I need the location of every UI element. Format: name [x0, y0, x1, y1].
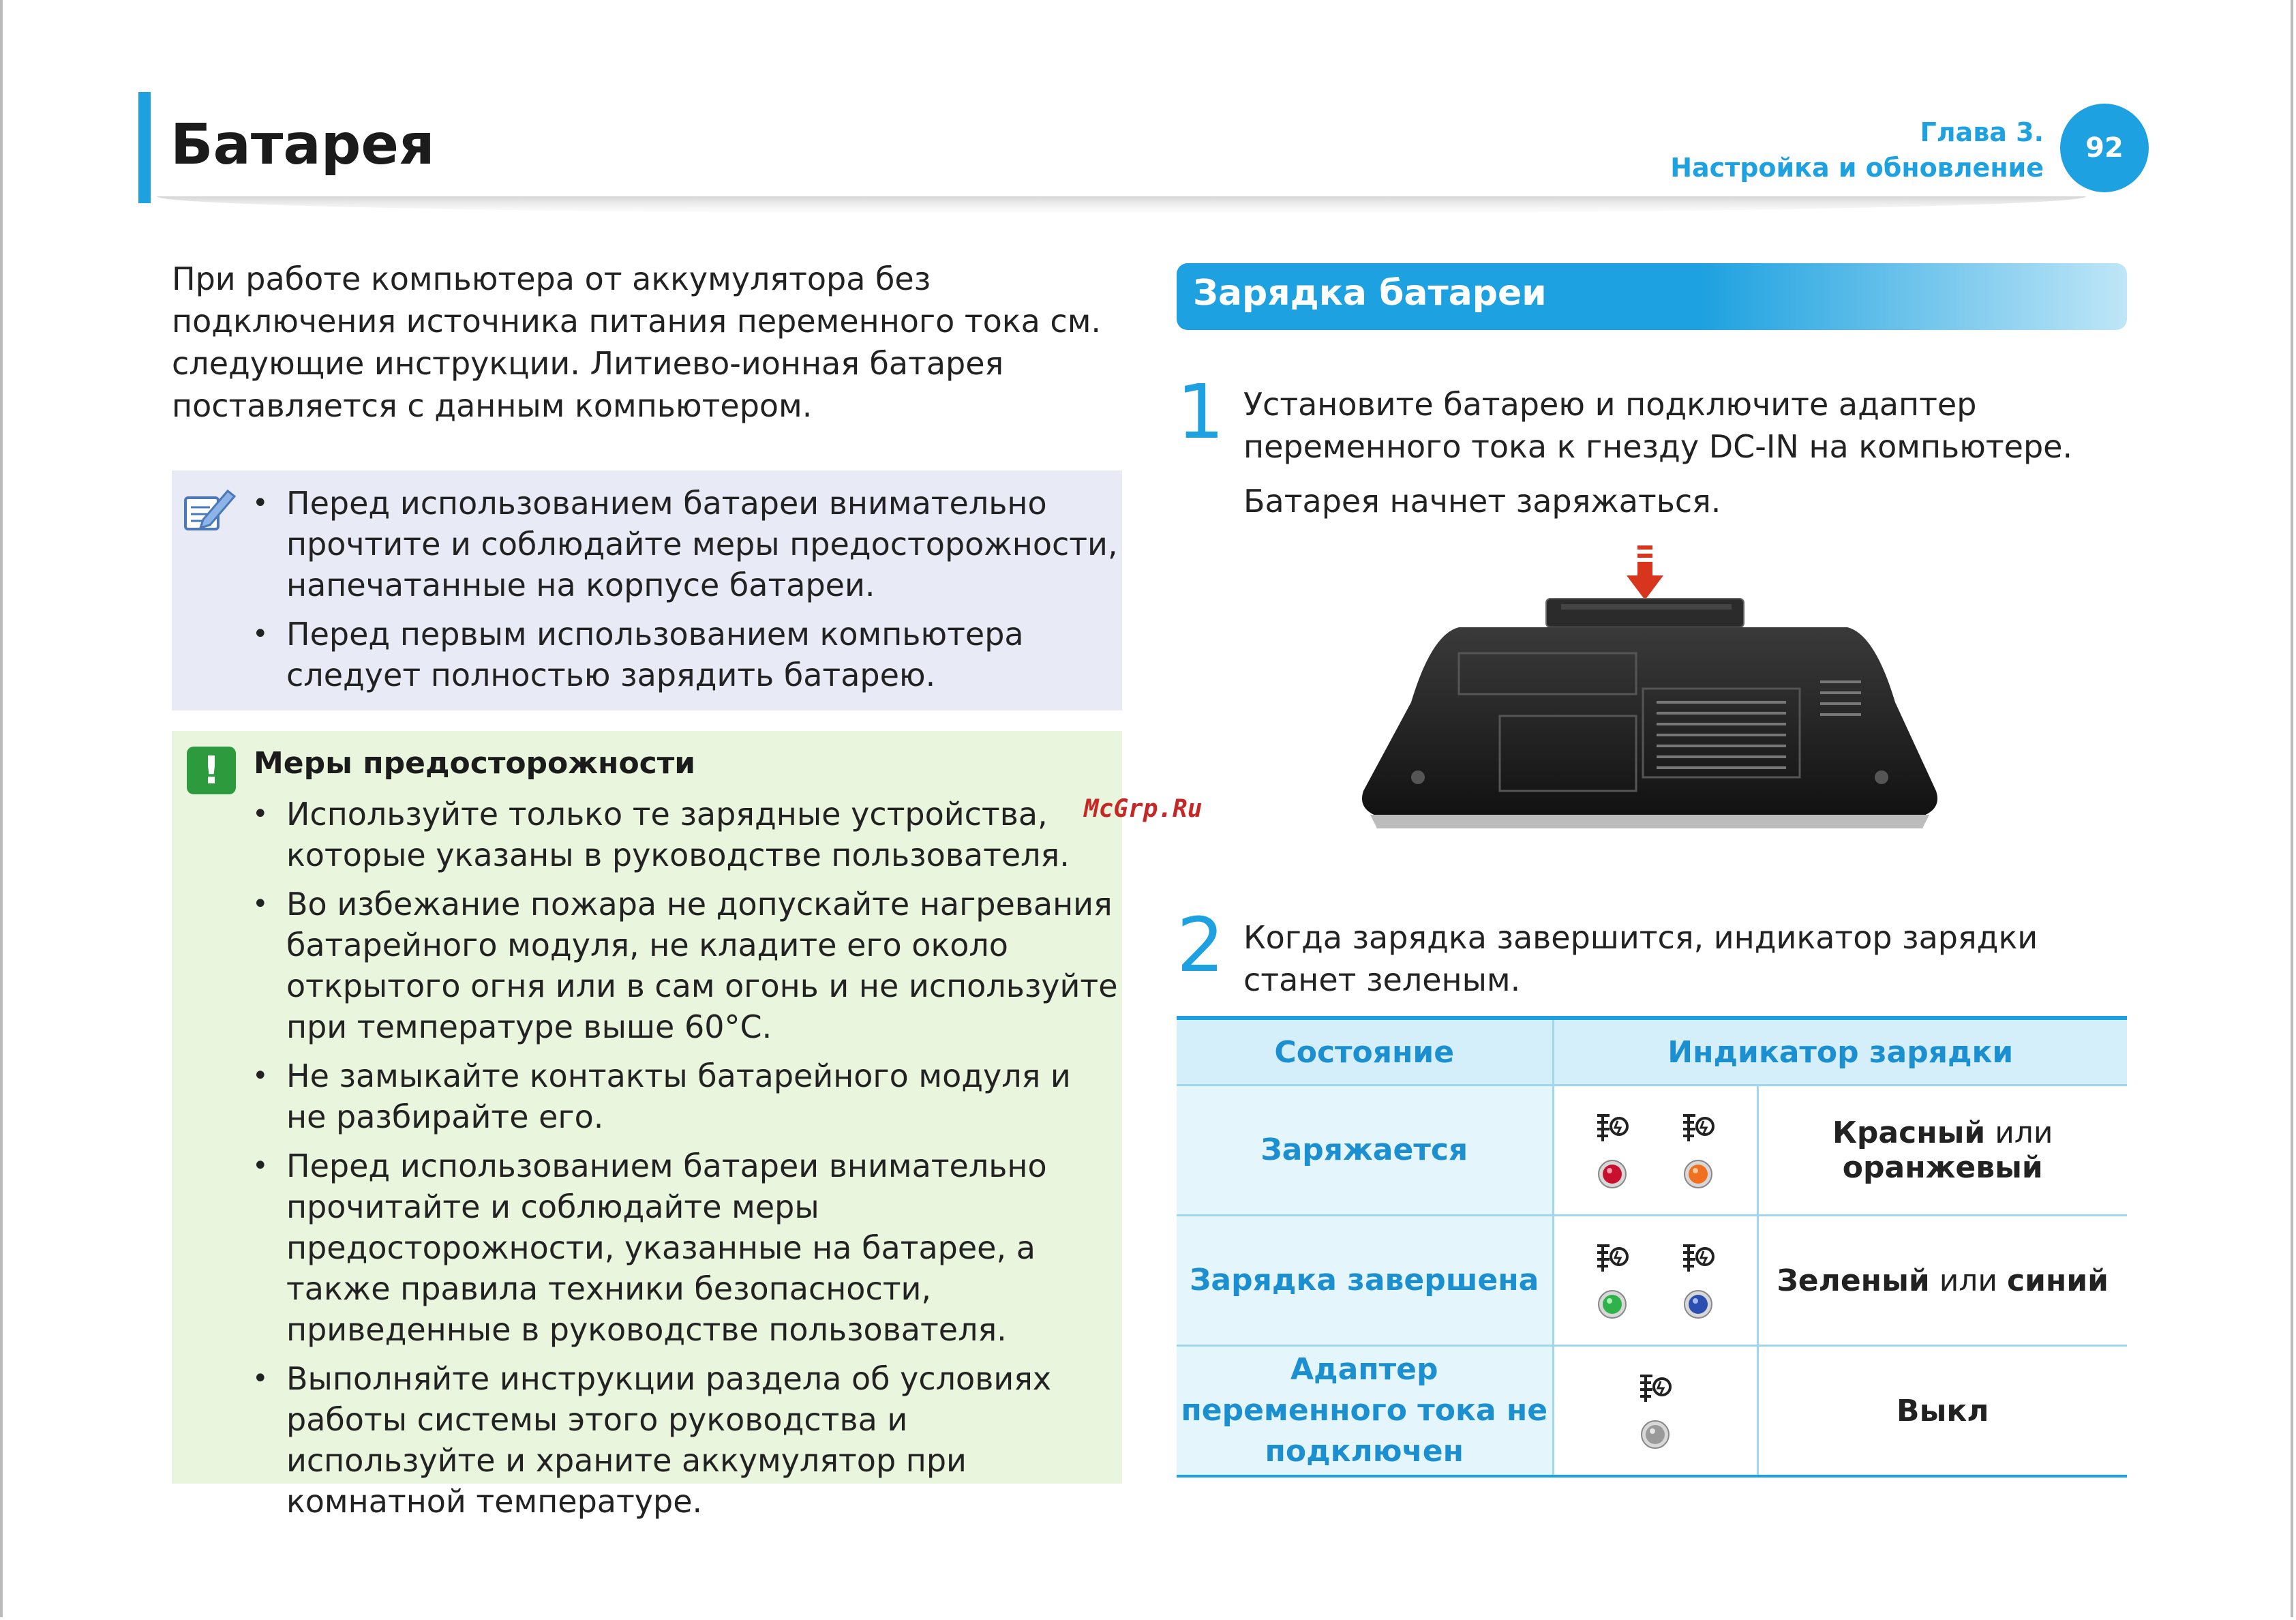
page-title: Батарея — [170, 112, 435, 177]
step-text: Когда зарядка завершится, индикатор зарядки станет зеленым. — [1243, 919, 2038, 998]
page-number: 92 — [2060, 104, 2149, 192]
indicator-description — [1757, 1216, 2127, 1346]
caution-item: • Не замыкайте контакты батарейного модуля и не разбирайте его. — [286, 1055, 1118, 1137]
caution-item: • Перед использованием батареи внимательно прочитайте и соблюдайте меры предосторожности, указанные на батарее, а также правила техники безопасности, приведенные в руководстве пользователя. — [286, 1145, 1118, 1350]
exclamation-icon: ! — [187, 747, 236, 794]
caution-list — [286, 794, 1118, 1530]
indicator-or: или — [1985, 1115, 2053, 1150]
indicator-color-b: оранжевый — [1842, 1150, 2043, 1185]
caution-item: • Выполняйте инструкции раздела об условиях работы системы этого руководства и используйте и храните аккумулятор при комнатной температуре. — [286, 1358, 1118, 1522]
caution-item: • Во избежание пожара не допускайте нагревания батарейного модуля, не кладите его около открытого огня или в сам огонь и не используйте при температуре выше 60°C. — [286, 884, 1118, 1047]
col-header-state: Состояние — [1177, 1018, 1553, 1085]
led-cell — [1553, 1346, 1757, 1477]
state-cell: Адаптер переменного тока не подключен — [1177, 1346, 1553, 1477]
table-row — [1177, 1346, 2127, 1477]
indicator-description — [1757, 1085, 2127, 1216]
section-title: Зарядка батареи — [1193, 273, 1547, 314]
led-cell — [1553, 1085, 1757, 1216]
caution-item: • Используйте только те зарядные устройства, которые указаны в руководстве пользователя. — [286, 794, 1118, 875]
indicator-color-a: Выкл — [1897, 1393, 1989, 1428]
indicator-or: или — [1929, 1263, 2007, 1298]
step-number: 2 — [1177, 901, 1224, 989]
state-cell: Зарядка завершена — [1177, 1216, 1553, 1346]
table-row — [1177, 1085, 2127, 1216]
note-item: • Перед первым использованием компьютера следует полностью зарядить батарею. — [286, 614, 1118, 695]
title-accent-bar — [138, 92, 151, 203]
caution-title: Меры предосторожности — [254, 746, 696, 781]
laptop-battery-illustration — [1357, 539, 1943, 839]
charge-indicator-icon — [1636, 1372, 1674, 1406]
indicator-color-a: Красный — [1832, 1115, 1986, 1150]
chapter-label — [1670, 115, 2044, 185]
off-led-icon — [1640, 1420, 1670, 1450]
note-list — [286, 483, 1118, 704]
col-header-indicator: Индикатор зарядки — [1553, 1018, 2127, 1085]
state-cell: Заряжается — [1177, 1085, 1553, 1216]
note-item: • Перед использованием батареи внимательно прочтите и соблюдайте меры предосторожности, напечатанные на корпусе батареи. — [286, 483, 1118, 605]
charge-indicator-icon — [1679, 1242, 1717, 1276]
charge-indicator-table — [1177, 1016, 2127, 1478]
led-cell — [1553, 1216, 1757, 1346]
chapter-title: Настройка и обновление — [1670, 153, 2044, 183]
step-text: Установите батарею и подключите адаптер переменного тока к гнезду DC-IN на компьютере. — [1243, 386, 2073, 465]
pencil-note-icon — [183, 485, 237, 537]
charge-indicator-icon — [1593, 1242, 1631, 1276]
green-led-icon — [1597, 1289, 1627, 1319]
watermark: McGrp.Ru — [1084, 795, 1203, 823]
charge-indicator-icon — [1679, 1111, 1717, 1145]
intro-paragraph: При работе компьютера от аккумулятора без подключения источника питания переменного тока см. следующие инструкции. Литиево-ионная батарея поставляется с данным компьютером. — [172, 260, 1102, 424]
step-number: 1 — [1177, 368, 1224, 455]
orange-led-icon — [1683, 1159, 1713, 1189]
chapter-number: Глава 3. — [1920, 117, 2044, 147]
indicator-color-b: синий — [2007, 1263, 2109, 1298]
blue-led-icon — [1683, 1289, 1713, 1319]
step-subtext: Батарея начнет заряжаться. — [1243, 483, 1721, 520]
indicator-color-a: Зеленый — [1777, 1263, 1930, 1298]
charge-indicator-icon — [1593, 1111, 1631, 1145]
table-row — [1177, 1216, 2127, 1346]
table-header-row — [1177, 1018, 2127, 1085]
insert-arrow-icon — [1627, 545, 1663, 600]
indicator-description — [1757, 1346, 2127, 1477]
red-led-icon — [1597, 1159, 1627, 1189]
